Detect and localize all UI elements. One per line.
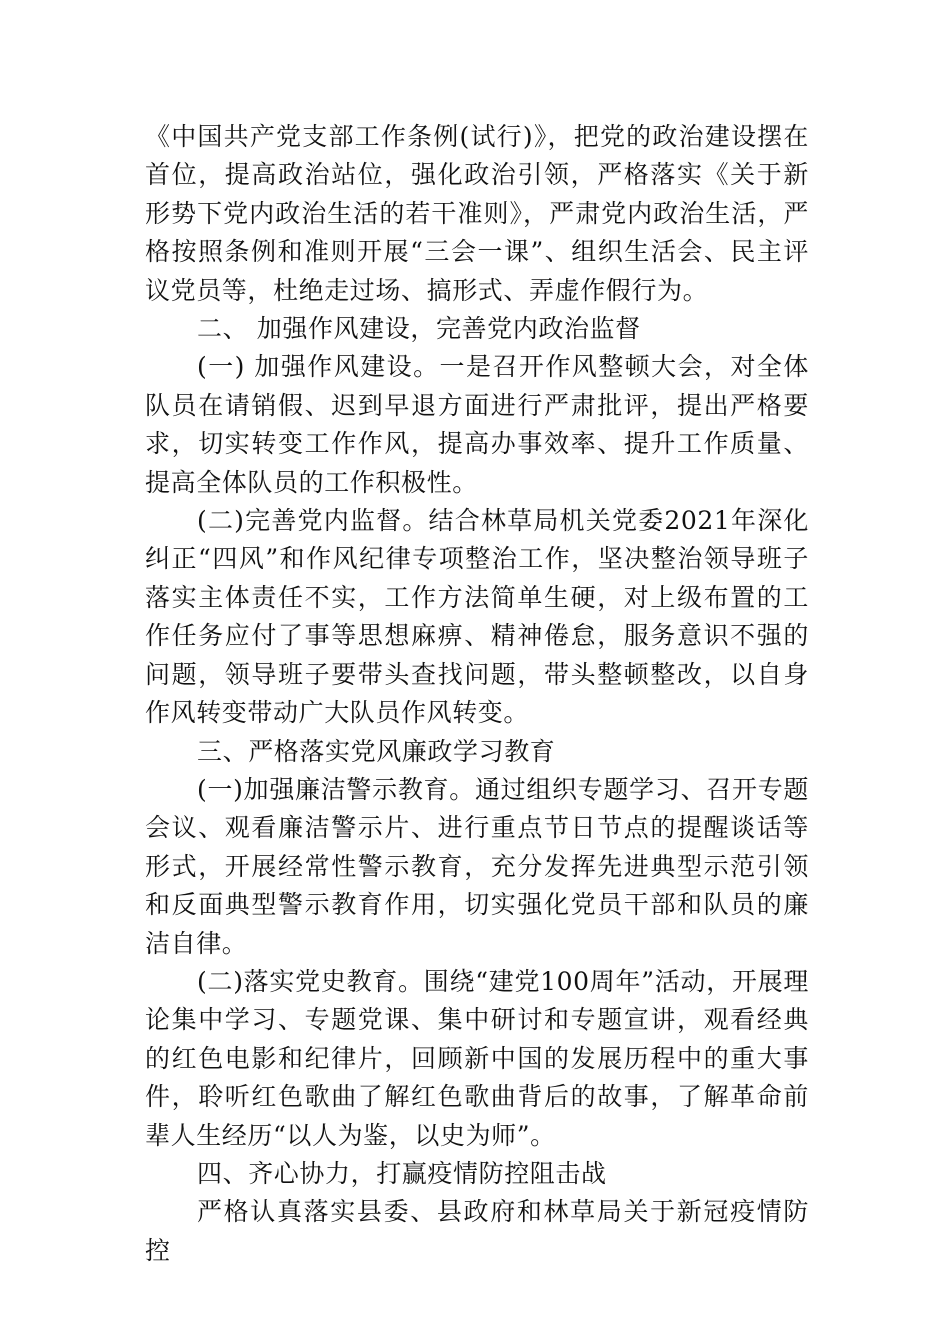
- document-body: [145, 118, 809, 1270]
- paragraph-3-2: (二)落实党史教育。围绕“建党100周年”活动，开展理论集中学习、专题党课、集中研讨和专题宣讲，观看经典的红色电影和纪律片，回顾新中国的发展历程中的重大事件，聆听红色歌曲了解红色歌曲背后的故事，了解革命前辈人生经历“以人为鉴，以史为师”。: [145, 966, 809, 1150]
- paragraph-4-1: 严格认真落实县委、县政府和林草局关于新冠疫情防控: [145, 1197, 809, 1265]
- section-heading-4: 四、齐心协力，打赢疫情防控阻击战: [197, 1158, 607, 1188]
- paragraph-3-1: (一)加强廉洁警示教育。通过组织专题学习、召开专题会议、观看廉洁警示片、进行重点节日节点的提醒谈话等形式，开展经常性警示教育，充分发挥先进典型示范引领和反面典型警示教育作用，切实强化党员干部和队员的廉洁自律。: [145, 774, 809, 958]
- paragraph-1: 《中国共产党支部工作条例(试行)》，把党的政治建设摆在首位，提高政治站位，强化政治引领，严格落实《关于新形势下党内政治生活的若干准则》，严肃党内政治生活，严格按照条例和准则开展“三会一课”、组织生活会、民主评议党员等，杜绝走过场、搞形式、弄虚作假行为。: [145, 122, 809, 305]
- paragraph-2-1: (一) 加强作风建设。一是召开作风整顿大会，对全体队员在请销假、迟到早退方面进行严肃批评，提出严格要求，切实转变工作作风，提高办事效率、提升工作质量、提高全体队员的工作积极性。: [145, 352, 809, 497]
- section-heading-3: 三、严格落实党风廉政学习教育: [197, 736, 556, 766]
- section-heading-2: 二、 加强作风建设，完善党内政治监督: [197, 314, 641, 344]
- paragraph-2-2: (二)完善党内监督。结合林草局机关党委2021年深化纠正“四风”和作风纪律专项整治工作，坚决整治领导班子落实主体责任不实，工作方法简单生硬，对上级布置的工作任务应付了事等思想麻痹、精神倦怠，服务意识不强的问题，领导班子要带头查找问题，带头整顿整改，以自身作风转变带动广大队员作风转变。: [145, 506, 809, 728]
